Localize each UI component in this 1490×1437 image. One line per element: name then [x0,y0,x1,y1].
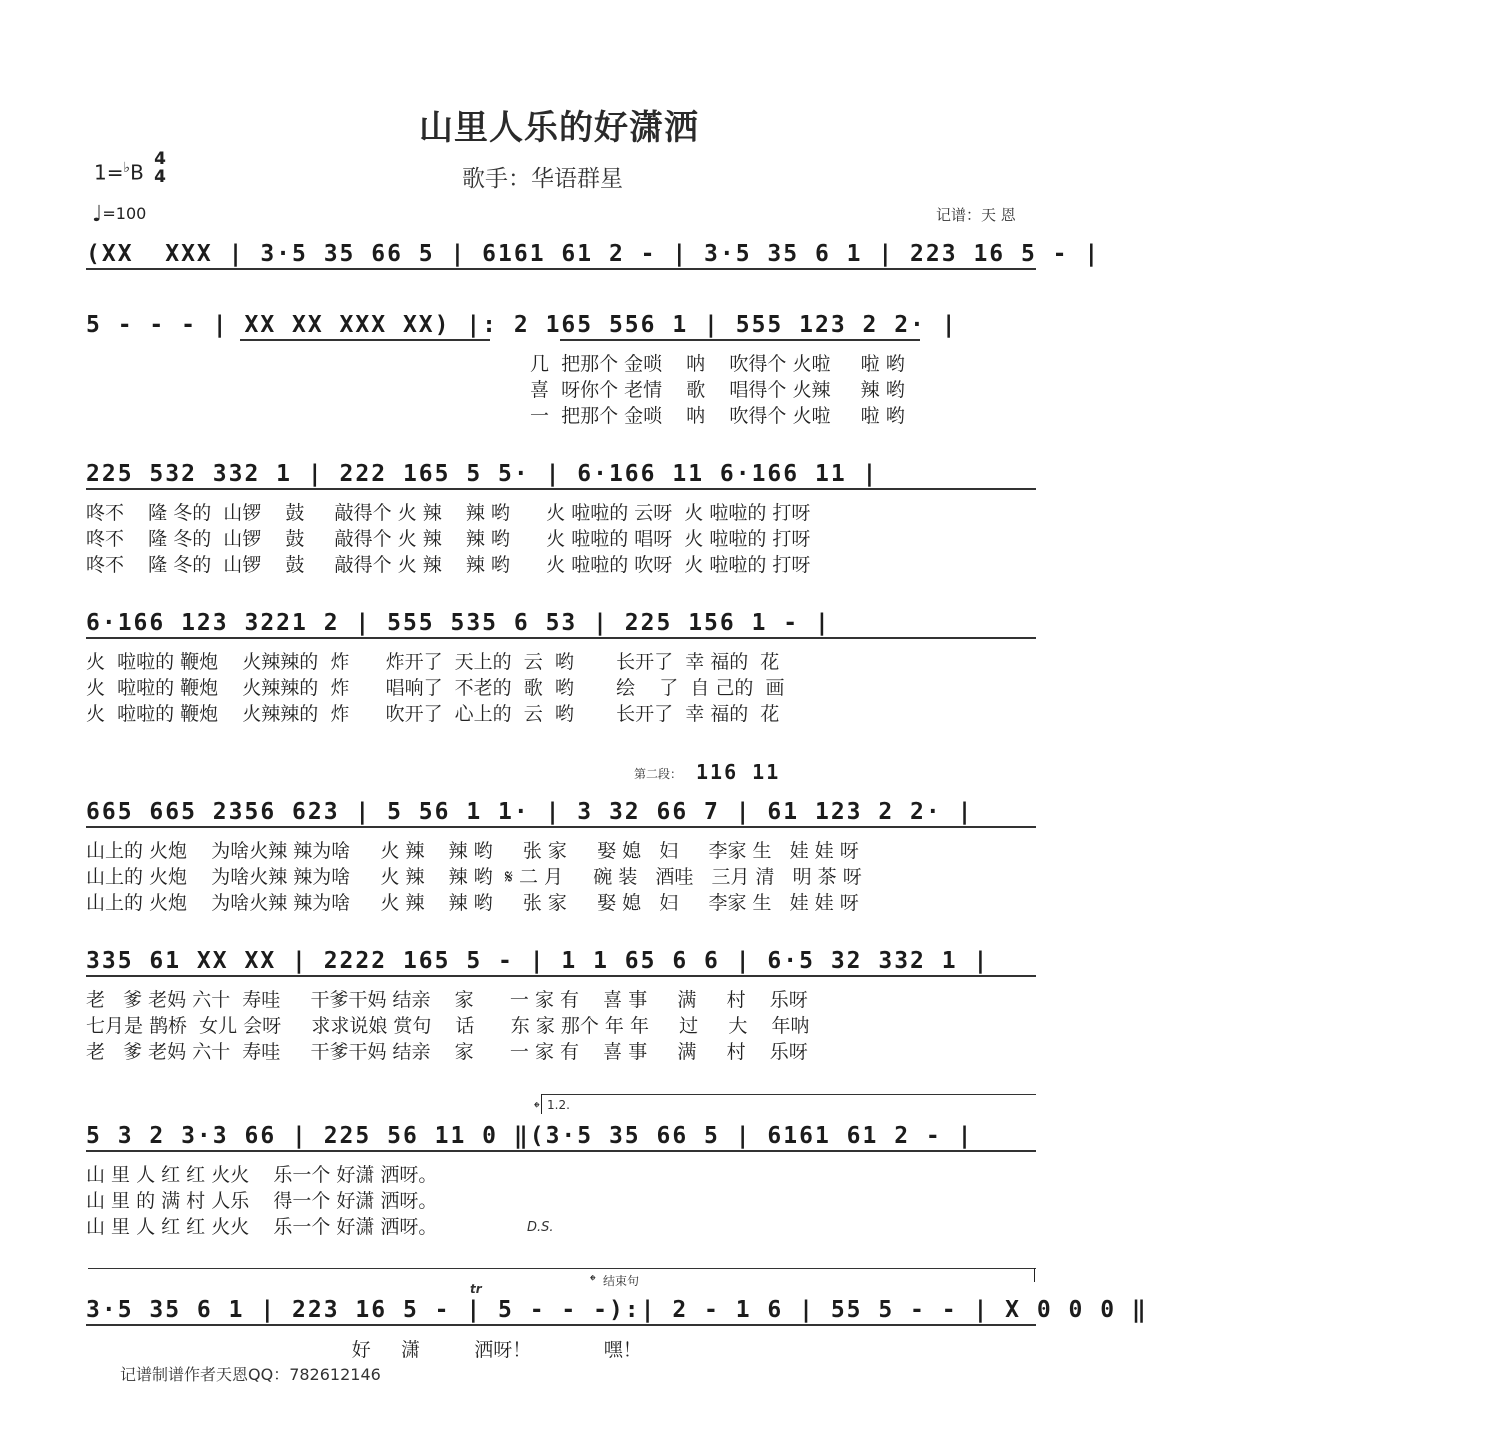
underline-beam [86,637,1036,643]
underline-beam [86,1324,1036,1330]
underline-beam [86,975,1036,981]
lyric-verse-1: 老 爹 老妈 六十 寿哇 干爹干妈 结亲 家 一 家 有 喜 事 满 村 乐呀 [86,989,808,1011]
trill-mark: tr [470,1282,482,1296]
underline-beam [86,1150,1036,1156]
time-signature-bottom: 4 [154,167,166,187]
dal-segno-mark: D.S. [527,1220,554,1235]
key-signature [94,160,144,185]
lyric-verse-2: 火 啦啦的 鞭炮 火辣辣的 炸 唱响了 不老的 歌 哟 绘 了 自 己的 画 [86,677,785,699]
recorder-credit: 记谱：天 恩 [936,206,1016,224]
lyric-verse-1: 咚不 隆 冬的 山锣 鼓 敲得个 火 辣 辣 哟 火 啦啦的 云呀 火 啦啦的 打呀 [86,502,811,524]
lyric-verse-1: 山 里 人 红 红 火火 乐一个 好潇 洒呀。 [86,1164,438,1186]
lyric-verse-3: 老 爹 老妈 六十 寿哇 干爹干妈 结亲 家 一 家 有 喜 事 满 村 乐呀 [86,1041,808,1063]
lyric-verse-1: 几 把那个 金唢 呐 吹得个 火啦 啦 哟 [530,353,905,375]
underline-beam [560,339,920,345]
lyric-verse-3: 一 把那个 金唢 呐 吹得个 火啦 啦 哟 [530,405,905,427]
tempo-marking [92,202,146,227]
score-line-5-notes: 665 665 2356 623 | 5 56 1 1· | 3 32 66 7 | 61 123 2 2· | [86,799,974,825]
singer-line: 歌手：华语群星 [462,166,623,192]
score-line-3-notes: 225 532 332 1 | 222 165 5 5· | 6·166 11 6·166 11 | [86,461,879,487]
coda-icon: 𝄌 [590,1271,596,1290]
score-line-4-notes: 6·166 123 3221 2 | 555 535 6 53 | 225 156 1 - | [86,610,831,636]
lyric-verse-3: 山上的 火炮 为啥火辣 辣为啥 火 辣 辣 哟 张 家 娶 媳 妇 李家 生 娃 娃 呀 [86,892,859,914]
ending-bracket-edge [1034,1268,1035,1282]
lyric-verse-2: 七月是 鹊桥 女儿 会呀 求求说娘 赏句 话 东 家 那个 年 年 过 大 年呐 [86,1015,810,1037]
volta-bracket [541,1094,1036,1095]
lyric-verse-2: 山上的 火炮 为啥火辣 辣为啥 火 辣 辣 哟 𝄋 二 月 碗 装 酒哇 三月 清 明 茶 呀 [86,866,862,888]
key-prefix: 1= [94,160,124,185]
section-2-notes: 116 11 [696,760,781,784]
quarter-note-icon: ♩ [92,202,103,227]
lyric-verse-1: 火 啦啦的 鞭炮 火辣辣的 炸 炸开了 天上的 云 哟 长开了 幸 福的 花 [86,651,780,673]
volta-label: 1.2. [547,1098,570,1112]
key-note: B [130,160,144,185]
time-signature [150,150,170,186]
underline-beam [240,339,490,345]
underline-beam [86,826,1036,832]
ending-lyric: 好 潇 洒呀！ 嘿！ [86,1339,642,1361]
score-line-2-notes: 5 - - - | XX XX XXX XX) |: 2 165 556 1 | 555 123 2 2· | [86,312,958,338]
score-line-6-notes: 335 61 XX XX | 2222 165 5 - | 1 1 65 6 6 | 6·5 32 332 1 | [86,948,990,974]
volta-bracket-edge [541,1094,542,1114]
lyric-verse-3: 山 里 人 红 红 火火 乐一个 好潇 洒呀。 [86,1216,438,1238]
footer-credit: 记谱制谱作者天恩QQ：782612146 [120,1365,381,1384]
coda-icon: 𝄌 [534,1098,540,1117]
section-2-label: 第二段： [634,767,683,781]
underline-beam [86,268,1036,274]
flat-symbol: ♭ [123,160,131,176]
score-line-8-notes: 3·5 35 6 1 | 223 16 5 - | 5 - - -):| 2 - 1 6 | 55 5 - - | X 0 0 0 ‖ [86,1297,1148,1323]
ending-label: 结束句 [603,1274,640,1288]
lyric-verse-2: 喜 呀你个 老情 歌 唱得个 火辣 辣 哟 [530,379,905,401]
score-line-7-notes: 5 3 2 3·3 66 | 225 56 11 0 ‖(3·5 35 66 5 | 6161 61 2 - | [86,1123,974,1149]
underline-beam [86,488,1036,494]
lyric-verse-3: 咚不 隆 冬的 山锣 鼓 敲得个 火 辣 辣 哟 火 啦啦的 吹呀 火 啦啦的 打呀 [86,554,811,576]
ending-bracket [88,1268,1036,1269]
lyric-verse-2: 咚不 隆 冬的 山锣 鼓 敲得个 火 辣 辣 哟 火 啦啦的 唱呀 火 啦啦的 打呀 [86,528,811,550]
lyric-verse-3: 火 啦啦的 鞭炮 火辣辣的 炸 吹开了 心上的 云 哟 长开了 幸 福的 花 [86,703,780,725]
lyric-verse-2: 山 里 的 满 村 人乐 得一个 好潇 洒呀。 [86,1190,438,1212]
tempo-value: =100 [102,204,147,223]
time-signature-top: 4 [154,149,166,169]
lyric-verse-1: 山上的 火炮 为啥火辣 辣为啥 火 辣 辣 哟 张 家 娶 媳 妇 李家 生 娃 娃 呀 [86,840,859,862]
score-line-1-notes: (XX XXX | 3·5 35 66 5 | 6161 61 2 - | 3·5 35 6 1 | 223 16 5 - | [86,241,1101,267]
song-title: 山里人乐的好潇洒 [419,108,699,148]
